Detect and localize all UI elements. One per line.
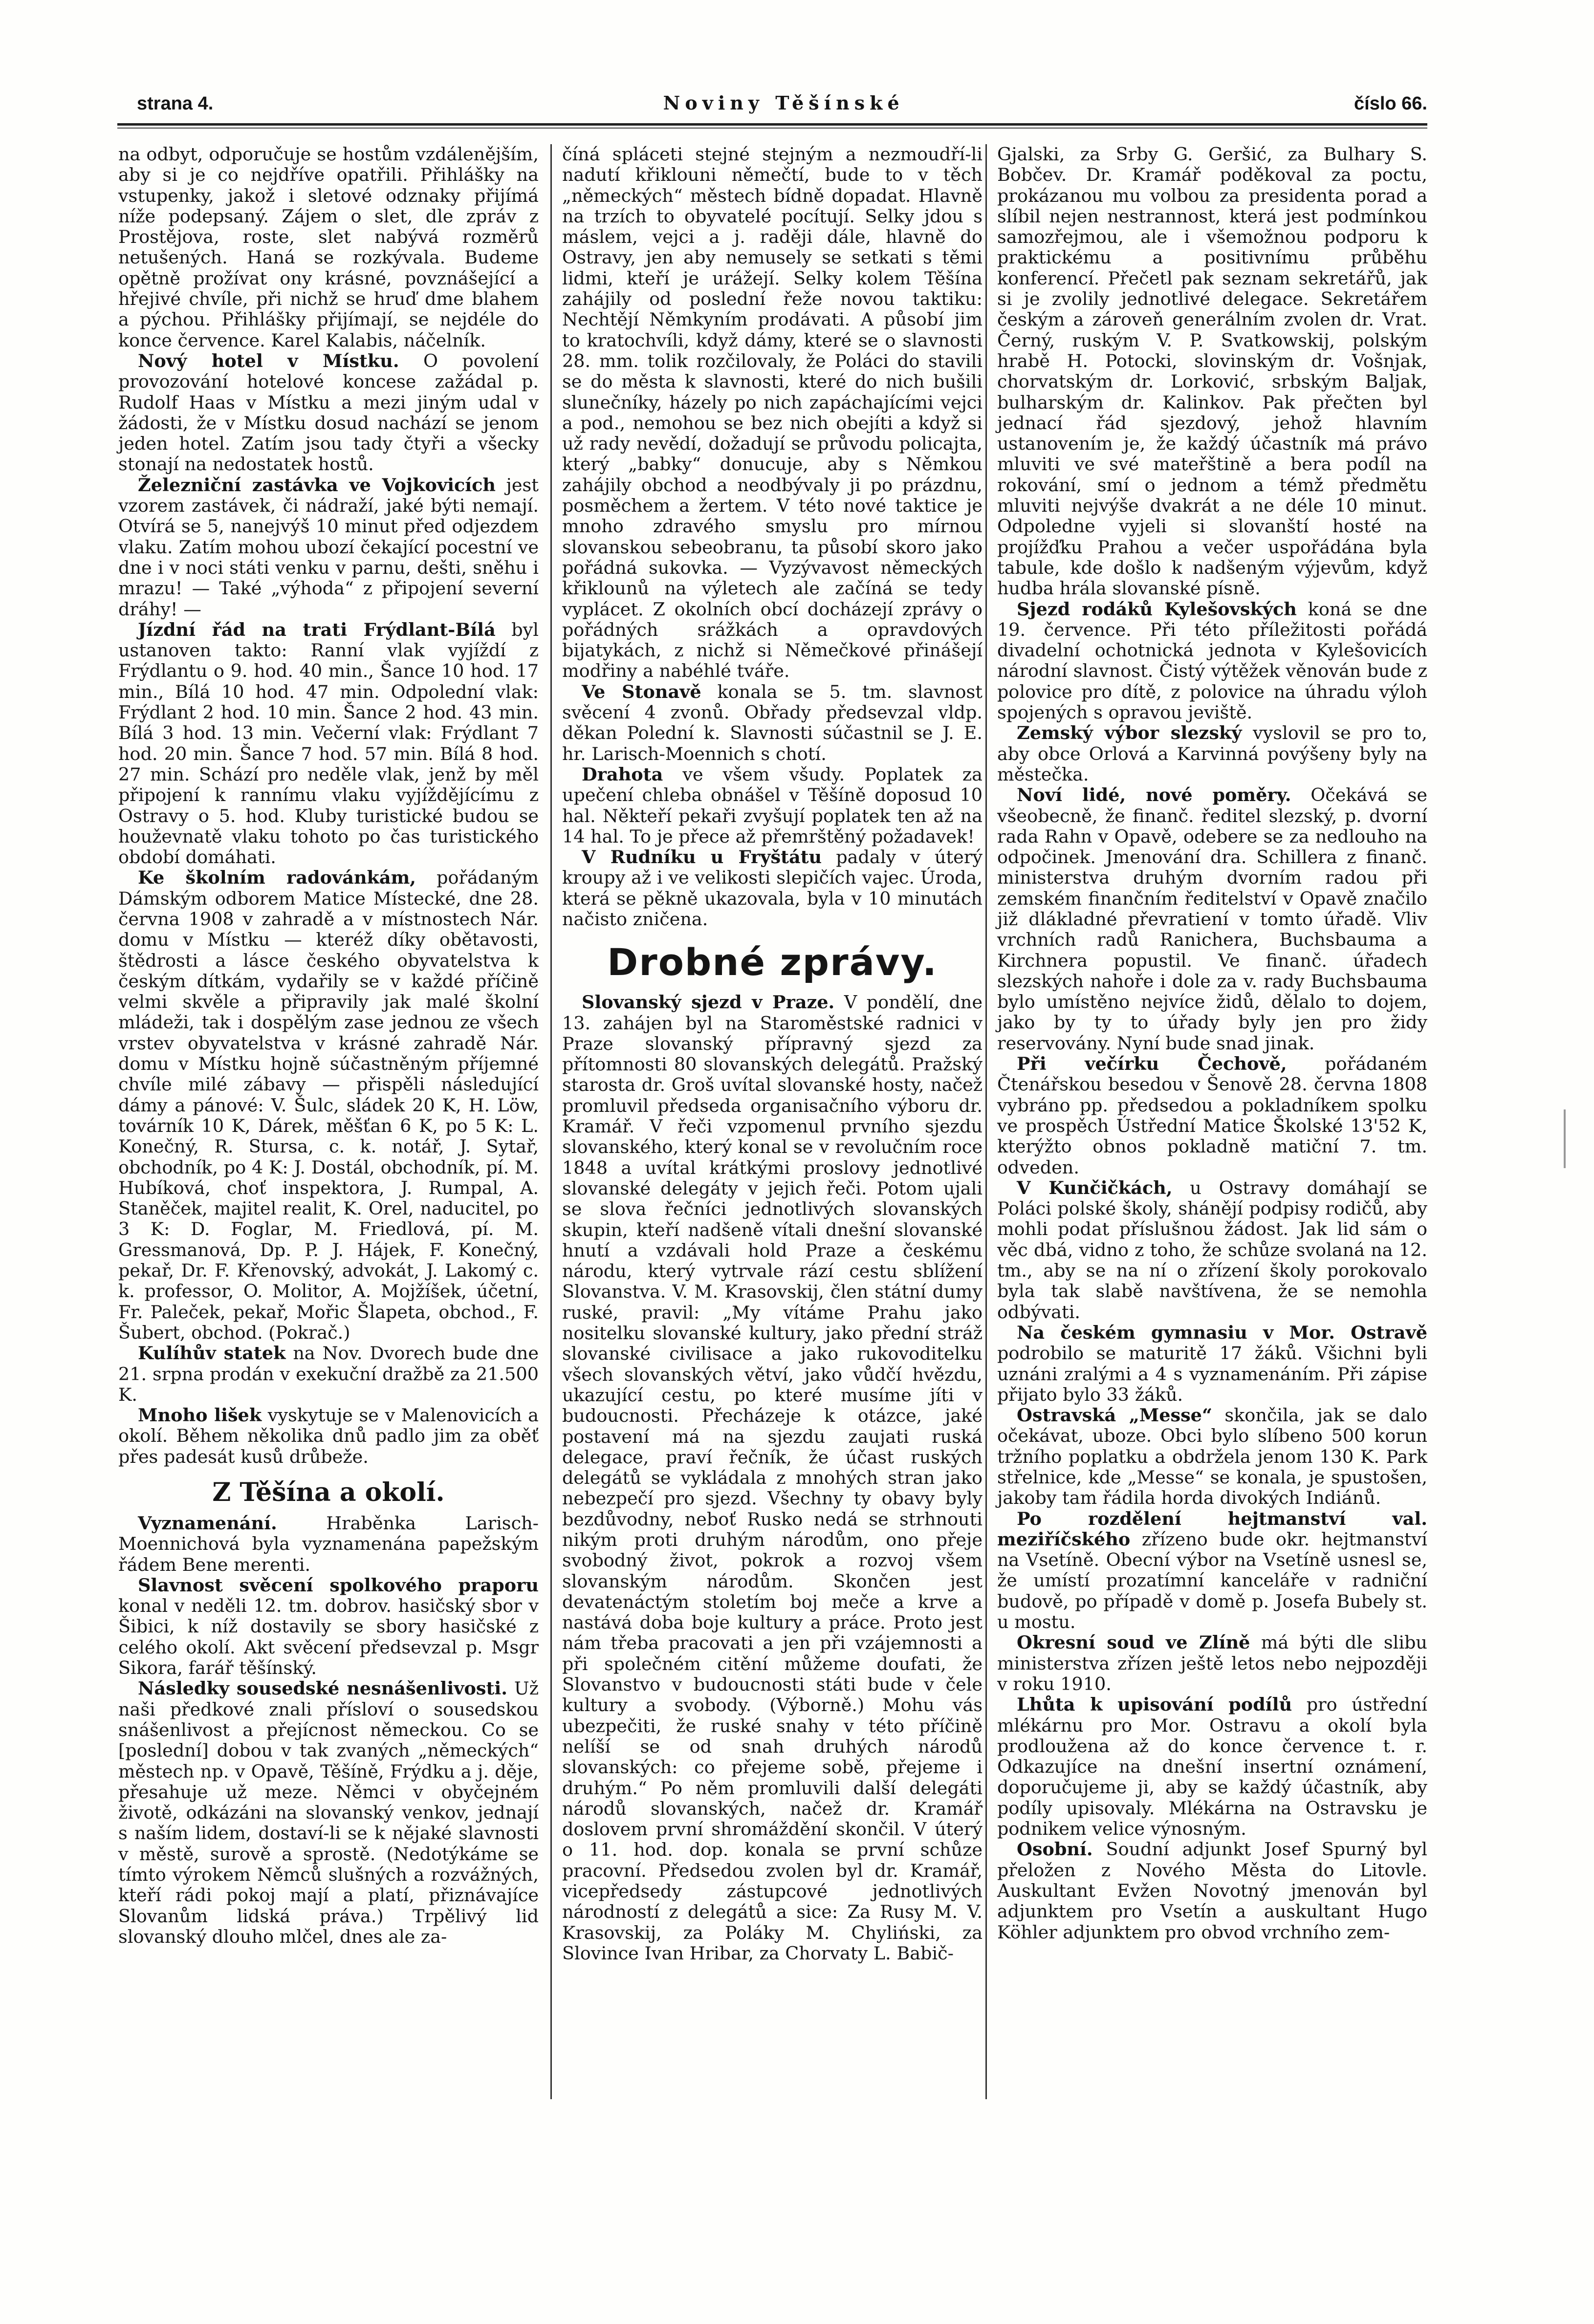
news-item-text: Gjalski, za Srby G. Geršić, za Bulhary S. Bobčev. Dr. Kramář poděkoval za poctu, prokázanou mu volbou za presidenta porad a slíbil nejen nestrannost, která jest podmínkou samozřejmou, ale i všemožnou podporu k praktickému a positivnímu průběhu konferencí. Přečetl pak seznam sekretářů, jak si je zvolily jednotlivé delegace. Sekretářem českým a zároveň generálním zvolen dr. Vrat. Černý, ruským V. P. Svatkowskij, polským hrabě H. Potocki, slovinským dr. Vošnjak, chorvatským dr. Lorković, srbským Baljak, bulharským dr. Kalinkov. Pak přečten byl jednací řád sjezdový, jehož hlavním ustanovením je, že každý účastník má právo mluviti ve své mateřštině a bera podíl na rokování, smí o jednom a témž předmětu mluviti nejvýše dvakrát a ne déle 10 minut. Odpoledne vyjeli si slovanští hosté na projížďku Prahou a večer uspořádána byla tabule, kde došlo k nadšeným výjevům, když hudba hrála slovanské písně. bbox=[997, 144, 1427, 599]
news-item bbox=[118, 1405, 539, 1467]
news-item-text: vyslovil se pro to, aby obce Orlová a Karvinná povýšeny byly na městečka. bbox=[997, 722, 1427, 785]
news-item-lead: Slavnost svěcení spolkového praporu bbox=[138, 1574, 539, 1596]
news-item-text: podrobilo se maturitě 17 žáků. Všichni byli uznáni zralými a 4 s vyznamenáním. Při zápise přijato bylo 33 žáků. bbox=[997, 1343, 1427, 1405]
news-item bbox=[562, 847, 983, 930]
news-item bbox=[997, 144, 1427, 599]
news-item bbox=[562, 992, 983, 1964]
news-item bbox=[118, 1575, 539, 1678]
header-rule bbox=[117, 123, 1427, 126]
news-item-lead: Jízdní řád na trati Frýdlant-Bílá bbox=[138, 619, 496, 640]
news-item-lead: Následky sousedské nesnášenlivosti. bbox=[138, 1678, 508, 1699]
news-item bbox=[562, 682, 983, 764]
news-item-lead: Mnoho lišek bbox=[138, 1405, 262, 1426]
news-item-text: Hraběnka Larisch-Moennichová byla vyznamenána papežským řádem Bene merenti. bbox=[118, 1513, 539, 1575]
news-item-lead: Lhůta k upisování podílů bbox=[1017, 1694, 1292, 1716]
page-header bbox=[137, 92, 1427, 121]
column-1 bbox=[118, 144, 539, 1947]
news-item-text: padaly v úterý kroupy až i ve velikosti slepičích vajec. Úroda, která se pěkně ukazovala, byla v 10 minutách načisto zničena. bbox=[562, 847, 983, 930]
news-item-text: má býti dle slibu ministerstva zřízen ještě letos nebo nejpozději v roku 1910. bbox=[997, 1632, 1427, 1694]
news-item bbox=[997, 785, 1427, 1054]
news-item-lead: Kulíhův statek bbox=[138, 1343, 286, 1364]
news-item-text: číná spláceti stejné stejným a nezmoudří-li nadutí křiklouni němečtí, bude to v těch „německých“ městech bídně dopadat. Hlavně na trzích to obyvatelé pocítují. Selky jdou s máslem, vejci a j. raději dále, hlavně do Ostravy, jen aby nemusely se setkati s těmi lidmi, kteří je urážejí. Selky kolem Těšína zahájily od poslední řeže novou taktiku: Nechtějí Němkyním prodávati. A působí jim to kratochvíli, když dámy, které se o slavnosti 28. mm. tolik rozčilovaly, že Poláci do stavili se do města k slavnosti, které do nich bušili slunečníky, házely po nich zapáchajícími vejci a pod., nemohou se bez nich obejíti a když si už rady nevědí, dožadují se průvodu policajta, který „babky“ donucuje, aby s Němkou zahájily obchod a neodbývaly ji po prázdnu, posměchem a žertem. V této nové taktice je mnoho zdravého smyslu pro mírnou slovanskou sebeobranu, ta působí skoro jako pořádná sukovka. — Vyzývavost německých křiklounů na výletech ale začíná se tedy vyplácet. Z okolních obcí docházejí zprávy o pořádných srážkách a opravdových bijatykách, z nichž si Němečkové přinášejí modřiny a nabéhlé tváře. bbox=[562, 144, 983, 682]
news-item bbox=[997, 1054, 1427, 1178]
news-item-text: konala se 5. tm. slavnost svěcení 4 zvonů. Obřady předsevzal vldp. děkan Polední k. Slavnosti súčastnil se J. E. hr. Larisch-Moennich s chotí. bbox=[562, 681, 983, 764]
news-item bbox=[562, 144, 983, 682]
news-item-text: Už naši předkové znali přísloví o sousedskou snášenlivost a přejícnost německou. Co se [poslední] dobou v tak zvaných „německých“ městech np. v Opavě, Těšíně, Frýdku a j. děje, přesahuje už meze. Němci v obyčejném životě, odkázáni na slovanský venkov, jednají s naším lidem, dostaví-li se k nějaké slavnosti v městě, surově a sprostě. (Nedotýkáme se tímto výrokem Němců slušných a rozvážných, kteří rádi pokoj mají a platí, přiznávajíce Slovanům lidská práva.) Trpělivý lid slovanský dlouho mlčel, dnes ale za- bbox=[118, 1678, 539, 1947]
newspaper-title: Noviny Těšínské bbox=[663, 92, 904, 114]
news-item-lead: Železniční zastávka ve Vojkovicích bbox=[138, 474, 496, 496]
news-item bbox=[997, 1178, 1427, 1323]
news-item bbox=[997, 1323, 1427, 1405]
news-item bbox=[997, 723, 1427, 785]
section-heading-large: Drobné zprávy. bbox=[607, 940, 938, 984]
section-heading: Z Těšína a okolí. bbox=[212, 1477, 445, 1507]
news-item-text: V pondělí, dne 13. zahájen byl na Staroměstské radnici v Praze slovanský přípravný sjezd za přítomnosti 80 slovanských delegátů. Pražský starosta dr. Groš uvítal slovanské hosty, načež promluvil předseda organisačního výboru dr. Kramář. V řeči vzpomenul prvního sjezdu slovanského, který konal se v revolučním roce 1848 a uvítal krátkými proslovy jednotlivé slovanské delegáty v jejich řeči. Potom ujali se slova řečníci jednotlivých slovanských skupin, kteří nadšeně vítali dnešní slovanské hnutí a vzdávali hold Praze a českému národu, který vytrvale rází cestu sblížení Slovanstva. V. M. Krasovskij, člen státní dumy ruské, pravil: „My vítáme Prahu jako nositelku slovanské kultury, jako přední stráž slovanské civilisace a jako rukovoditelku všech slovanských větví, jako vůdčí hvězdu, ukazující cestu, po které musíme jíti v budoucnosti. Přecházeje k otázce, jaké postavení má na sjezdu zaujati ruská delegace, praví řečník, že účast ruských delegátů se vykládala z mnohých stran jako nebezpečí pro sjezd. Všechny ty obavy byly bezdůvodny, neboť Rusko nedá se strhnouti nikým proti druhým národům, ono přeje svobodný život, pokrok a rozvoj všem slovanským národům. Skončen jest devatenáctým stoletím boj meče a krve a nastává doba boje kultury a práce. Proto jest nám třeba pracovati a jen při vzájemnosti a při společném citění můžeme doufati, že Slovanstvo v budoucnosti státi bude v čele kultury a svobody. (Výborně.) Mohu vás ubezpečiti, že ruské snahy v této příčině nelíší se od snah druhých národů slovanských: co přejeme sobě, přejeme i druhým.“ Po něm promluvili další delegáti národů slovanských, načež dr. Kramář doslovem první shromáždění skončil. V úterý o 11. hod. dop. konala se první schůze pracovní. Předsedou zvolen byl dr. Kramář, vicepředsedy zástupcové jednotlivých národností z delegátů a sice: Za Rusy M. V. Krasovskij, za Poláky M. Chyliński, za Slovince Ivan Hribar, za Chorvaty L. Babič- bbox=[562, 992, 983, 1964]
news-item-lead: Nový hotel v Místku. bbox=[138, 350, 399, 371]
header-rule-thin bbox=[117, 128, 1427, 129]
news-item-text: konal v neděli 12. tm. dobrov. hasičský sbor v Šibici, k níž dostavily se sbory hasičské z celého okolí. Akt svěcení předsevzal p. Msgr Sikora, farář těšínský. bbox=[118, 1595, 539, 1679]
news-item-lead: Drahota bbox=[582, 763, 663, 785]
news-item-lead: Na českém gymnasiu v Mor. Ostravě bbox=[1017, 1322, 1427, 1343]
news-item-text: pořádaným Dámským odborem Matice Místecké, dne 28. června 1908 v zahradě a v místnostech Nár. domu v Místku — kteréž díky obětavosti, štědrosti a lásce českého obyvatelstva k českým dítkám, vydařily se v každé příčině velmi skvěle a připravily jak malé školní mládeži, tak i dospělým zase jednou ze všech vrstev obyvatelstva v krásné zahradě Nár. domu v Místku hojně súčastněným příjemné chvíle milé zábavy — přispěli následující dámy a pánové: V. Šulc, sládek 20 K, H. Löw, továrník 10 K, Dárek, měšťan 6 K, po 5 K: L. Konečný, R. Stursa, c. k. notář, J. Sytař, obchodník, po 4 K: J. Dostál, obchodník, pí. M. Hubíková, choť inspektora, J. Rumpal, A. Staněček, majitel realit, K. Orel, naducitel, po 3 K: D. Foglar, M. Friedlová, pí. M. Gressmanová, Dp. P. J. Hájek, F. Konečný, pekař, Dr. F. Křenovský, advokát, J. Lakomý c. k. professor, O. Molitor, A. Mojžíšek, účetní, Fr. Paleček, pekař, Mořic Šlapeta, obchod., F. Šubert, obchod. (Pokrač.) bbox=[118, 867, 539, 1343]
news-item bbox=[118, 144, 539, 351]
news-item-lead: Osobní. bbox=[1017, 1839, 1093, 1860]
news-item-text: byl ustanoven takto: Ranní vlak vyjíždí z Frýdlantu o 9. hod. 40 min., Šance 10 hod. 17 min., Bílá 10 hod. 47 min. Odpolední vlak: Frýdlant 2 hod. 10 min. Šance 2 hod. 43 min. Bílá 3 hod. 13 min. Večerní vlak: Frýdlant 7 hod. 20 min. Šance 7 hod. 57 min. Bílá 8 hod. 27 min. Schází pro neděle vlak, jenž by měl připojení k rannímu vlaku vyjíždějícímu z Ostravy o 5. hod. Kluby turistické budou se houževnatě vlaku tohoto po čas turistického období domáhati. bbox=[118, 619, 539, 868]
news-item-text: Soudní adjunkt Josef Spurný byl přeložen z Nového Města do Litovle. Auskultant Evžen Novotný jmenován byl adjunktem pro Vsetín a auskultant Hugo Köhler adjunktem pro obvod vrchního zem- bbox=[997, 1839, 1427, 1943]
scan-edge-mark bbox=[1564, 1109, 1566, 1168]
news-item-lead: Vyznamenání. bbox=[138, 1513, 277, 1534]
news-item bbox=[997, 1839, 1427, 1942]
news-item bbox=[118, 868, 539, 1343]
news-item-text: ve všem všudy. Poplatek za upečení chleba obnášel v Těšíně doposud 10 hal. Někteří pekaři zvyšují poplatek ten až na 14 hal. To je přece až přemrštěný požadavek! bbox=[562, 763, 983, 847]
news-item bbox=[118, 620, 539, 868]
news-item-text: O povolení provozování hotelové koncese zažádal p. Rudolf Haas v Místku a mezi jiným udal v žádosti, že v Místku dosud nachází se jenom jeden hotel. Zatím jsou tady čtyři a všecky stonají na nedostatek hostů. bbox=[118, 350, 539, 475]
news-item bbox=[997, 1694, 1427, 1839]
news-item-text: pro ústřední mlékárnu pro Mor. Ostravu a okolí byla prodloužena až do konce července t. r. Odkazujíce na dnešní insertní oznámení, doporučujeme ji, aby se každý účastník, aby podíly upisovaly. Mlékárna na Ostravsku je podnikem velice výnosným. bbox=[997, 1694, 1427, 1840]
news-item-text: koná se dne 19. července. Při této příležitosti pořádá divadelní ochotnická jednota v Kylešovicích národní slavnost. Čistý výtěžek věnován bude z polovice pro dítě, z polovice na úhradu výloh spojených s opravou jeviště. bbox=[997, 598, 1427, 723]
news-item-lead: Ve Stonavě bbox=[582, 681, 701, 702]
news-item-text: u Ostravy domáhají se Poláci polské školy, shánějí podpisy rodičů, aby mohli podat příslušnou žádost. Jak lid sám o věc dbá, vidno z toho, že schůze svolaná na 12. tm., aby se na ní o zřízení školy porokovalo byla tak slabě navštívena, že se nemohla odbývati. bbox=[997, 1177, 1427, 1323]
news-item bbox=[997, 599, 1427, 723]
column-2 bbox=[562, 144, 983, 1964]
news-item-lead: Sjezd rodáků Kylešovských bbox=[1017, 598, 1297, 620]
news-item-lead: V Kunčičkách, bbox=[1017, 1177, 1173, 1198]
news-item-text: jest vzorem zastávek, či nádraží, jaké býti nemají. Otvírá se 5, nanejvýš 10 minut před odjezdem vlaku. Zatím mohou ubozí čekající pocestní ve dne i v noci státi venku v parnu, dešti, sněhu i mrazu! — Také „výhoda“ z připojení severní dráhy! — bbox=[118, 474, 539, 620]
news-item-lead: Ostravská „Messe“ bbox=[1017, 1405, 1212, 1426]
news-item-lead: Při večírku Čechově, bbox=[1017, 1053, 1287, 1075]
news-item-text: zřízeno bude okr. hejtmanství na Vsetíně. Obecní výbor na Vsetíně usnesl se, že umístí prozatímní kanceláře v radniční budově, po případě v domě p. Josefa Bubely st. u mostu. bbox=[997, 1528, 1427, 1633]
news-item bbox=[562, 764, 983, 847]
news-item bbox=[118, 1678, 539, 1947]
news-item-text: na odbyt, odporučuje se hostům vzdálenějším, aby si je co nejdříve opatřili. Přihlášky na vstupenky, jakož i sletové odznaky přijímá níže podepsaný. Zájem o slet, dle zpráv z Prostějova, roste, slet nabývá rozměrů netušených. Haná se rozkývala. Budeme opětně prožívat ony krásné, povznášející a hřejivé chvíle, při nichž se hruď dme blahem a pýchou. Přihlášky přijímají, se nejdéle do konce července. Karel Kalabis, náčelník. bbox=[118, 144, 539, 351]
column-divider bbox=[550, 144, 552, 2099]
issue-number: číslo 66. bbox=[1354, 93, 1427, 114]
news-item-text: vyskytuje se v Malenovicích a okolí. Během několika dnů padlo jim za oběť přes padesát kusů drůbeže. bbox=[118, 1405, 539, 1467]
news-item bbox=[997, 1405, 1427, 1508]
news-item-lead: Noví lidé, nové poměry. bbox=[1017, 784, 1291, 806]
news-item bbox=[997, 1632, 1427, 1694]
news-item bbox=[997, 1509, 1427, 1633]
page-number: strana 4. bbox=[137, 93, 214, 114]
news-item-text: Očekává se všeobecně, že finanč. ředitel slezský, p. dvorní rada Rahn v Opavě, odebere se za nedlouho na odpočinek. Jmenování dra. Schillera z finanč. ministerstva druhým dvorním radou při zemském finančním ředitelství v Opavě značilo již dlákladné převratiení v tomto úřadě. Vliv vrchních radů Ranichera, Buchsbauma a Kirchnera popustil. Ve finanč. úřadech slezských nahoře i dole za v. rady Buchsbauma bylo umístěno nejvíce židů, dělalo to dojem, jako by ty to úřady byly jen pro židy reservovány. Nyní bude snad jinak. bbox=[997, 784, 1427, 1054]
news-item-lead: Okresní soud ve Zlíně bbox=[1017, 1632, 1250, 1653]
news-item bbox=[118, 351, 539, 475]
news-item-lead: Ke školním radovánkám, bbox=[138, 867, 416, 889]
news-item-lead: Slovanský sjezd v Praze. bbox=[582, 992, 835, 1013]
news-item bbox=[118, 475, 539, 620]
news-item-lead: V Rudníku u Fryštátu bbox=[582, 847, 822, 868]
column-3 bbox=[997, 144, 1427, 1943]
column-divider bbox=[985, 144, 987, 2099]
news-item-lead: Po rozdělení hejtmanství val. meziříčského bbox=[997, 1508, 1427, 1550]
news-item-lead: Zemský výbor slezský bbox=[1017, 722, 1242, 744]
news-item-text: pořádaném Čtenářskou besedou v Šenově 28. června 1808 vybráno pp. předsedou a pokladníkem spolku ve prospěch Ústřední Matice Školské 13'52 K, kterýžto obnos pokladně matiční 7. tm. odveden. bbox=[997, 1053, 1427, 1178]
news-item bbox=[118, 1343, 539, 1405]
news-item bbox=[118, 1513, 539, 1575]
news-item-text: na Nov. Dvorech bude dne 21. srpna prodán v exekuční dražbě za 21.500 K. bbox=[118, 1343, 539, 1405]
news-item-text: skončila, jak se dalo očekávat, uboze. Obci bylo slíbeno 500 korun tržního poplatku a obdržela jenom 130 K. Park střelnice, kde „Messe“ se konala, je spustošen, jakoby tam řádila horda divokých Indiánů. bbox=[997, 1405, 1427, 1509]
